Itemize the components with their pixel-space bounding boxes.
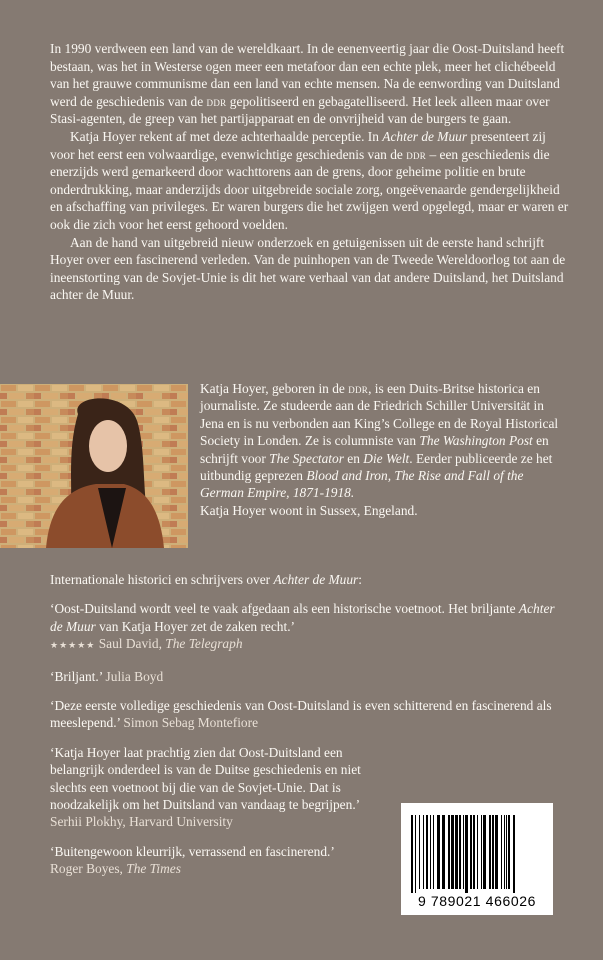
quote-simon-sebag-montefiore: ‘Deze eerste volledige geschiedenis van Oost-Duitsland is even schitterend en fascinerend als meeslepend.’ Simon Sebag Montefiore [50,698,552,731]
author-photo [0,384,188,548]
barcode-bar [411,815,413,893]
star-rating: ★★★★★ [50,641,96,652]
barcode-bar [483,815,486,889]
barcode-bar [470,815,472,889]
barcode-bar [455,815,458,889]
barcode-bar [459,815,461,889]
barcode-bar [448,815,450,889]
barcode-bar [430,815,431,889]
barcode-bar [495,815,498,889]
barcode-bar [463,815,464,889]
barcode-bar [415,815,416,893]
barcode-bar [477,815,478,889]
barcode-bar [437,815,440,889]
barcode-bar [508,815,510,889]
blurb-paragraph-3: Aan de hand van uitgebreid nieuw onderzoek en getuigenissen uit de eerste hand schrijft Hoyer over een fascinerend verleden. Van de puinhopen van de Tweede Wereldoorlog tot aan de ineenstorting van de Sovjet-Unie is dit het ware verhaal van dat andere Duitsland, het Duitsland achter de Muur. [50,234,566,303]
barcode-bar [426,815,428,889]
barcode-bar [433,815,434,889]
book-description [50,40,570,304]
barcode-bar [492,815,494,889]
quote-serhii-plokhy: ‘Katja Hoyer laat prachtig zien dat Oost-Duitsland een belangrijk onderdeel is van de Duitse geschiedenis en niet slechts een voetnoot bij die van de Sovjet-Unie. Dat is noodzakelijk om het Duitsland van vandaag te begrijpen.’ Serhii Plokhy, Harvard University [50,744,361,830]
barcode-bar [442,815,445,889]
author-bio [200,380,570,519]
barcode-bar [423,815,424,889]
barcode-bar [419,815,420,889]
isbn-number: 9 789021 466026 [418,893,536,909]
blurb-paragraph-1: In 1990 verdween een land van de wereldkaart. In de eenenveertig jaar die Oost-Duitsland heeft bestaan, was het in Westerse ogen meer een metafoor dan een echte plek, meer het clichébeeld van het grauwe communisme dan een land van echte mensen. Na de eenwording van Duitsland werd de geschiedenis van de ddr gepolitiseerd en gebagatelliseerd. Het leek alleen maar over Stasi-agenten, de greep van het partijapparaat en de onvrijheid van de burgers te gaan. [50,41,565,127]
barcode-bar [451,815,454,889]
isbn-barcode [401,803,553,915]
bio-text: Katja Hoyer, geboren in de ddr, is een Duits-Britse historica en journaliste. Ze studeerde aan de Friedrich Schiller Universität in Jena en is nu verbonden aan King’s College en de Royal Historical Society in Londen. Ze is columniste van The Washington Post en schrijft voor The Spectator en Die Welt. Eerder publiceerde ze het uitbundig geprezen Blood and Iron, The Rise and Fall of the German Empire, 1871-1918. [200,381,559,501]
barcode-bar [465,815,468,893]
quote-roger-boyes: ‘Buitengewoon kleurrijk, verrassend en fascinerend.’ Roger Boyes, The Times [50,843,335,877]
author-portrait-image [0,384,188,548]
blurb-paragraph-2: Katja Hoyer rekent af met deze achterhaalde perceptie. In Achter de Muur presenteert zij voor het eerst een volwaardige, evenwichtige geschiedenis van de ddr – een geschiedenis die enerzijds werd gemarkeerd door wachttorens aan de grens, door geheime politie en brute onderdrukking, maar anderzijds door uitgebreide sociale zorg, ongeëvenaarde gendergelijkheid en afschaffing van privileges. Er waren burgers die het zwijgen werd opgelegd, maar er waren er ook die zich voor het eerst gehoord voelden. [50,128,569,232]
quote-saul-david: ‘Oost-Duitsland wordt veel te vaak afgedaan als een historische voetnoot. Het briljante Achter de Muur van Katja Hoyer zet de zaken recht.’ ★★★★★ Saul David, The Telegraph [50,601,555,652]
barcode-bar [481,815,482,889]
barcode-bar [513,815,515,893]
barcode-bar [506,815,507,889]
barcode-bar [501,815,502,889]
barcode-bar [504,815,505,889]
barcode-bar [489,815,491,889]
bio-residence: Katja Hoyer woont in Sussex, Engeland. [200,502,418,518]
barcode-bar [473,815,475,889]
quote-julia-boyd: ‘Briljant.’ Julia Boyd [50,668,164,684]
quotes-intro: Internationale historici en schrijvers over Achter de Muur: [50,572,363,587]
